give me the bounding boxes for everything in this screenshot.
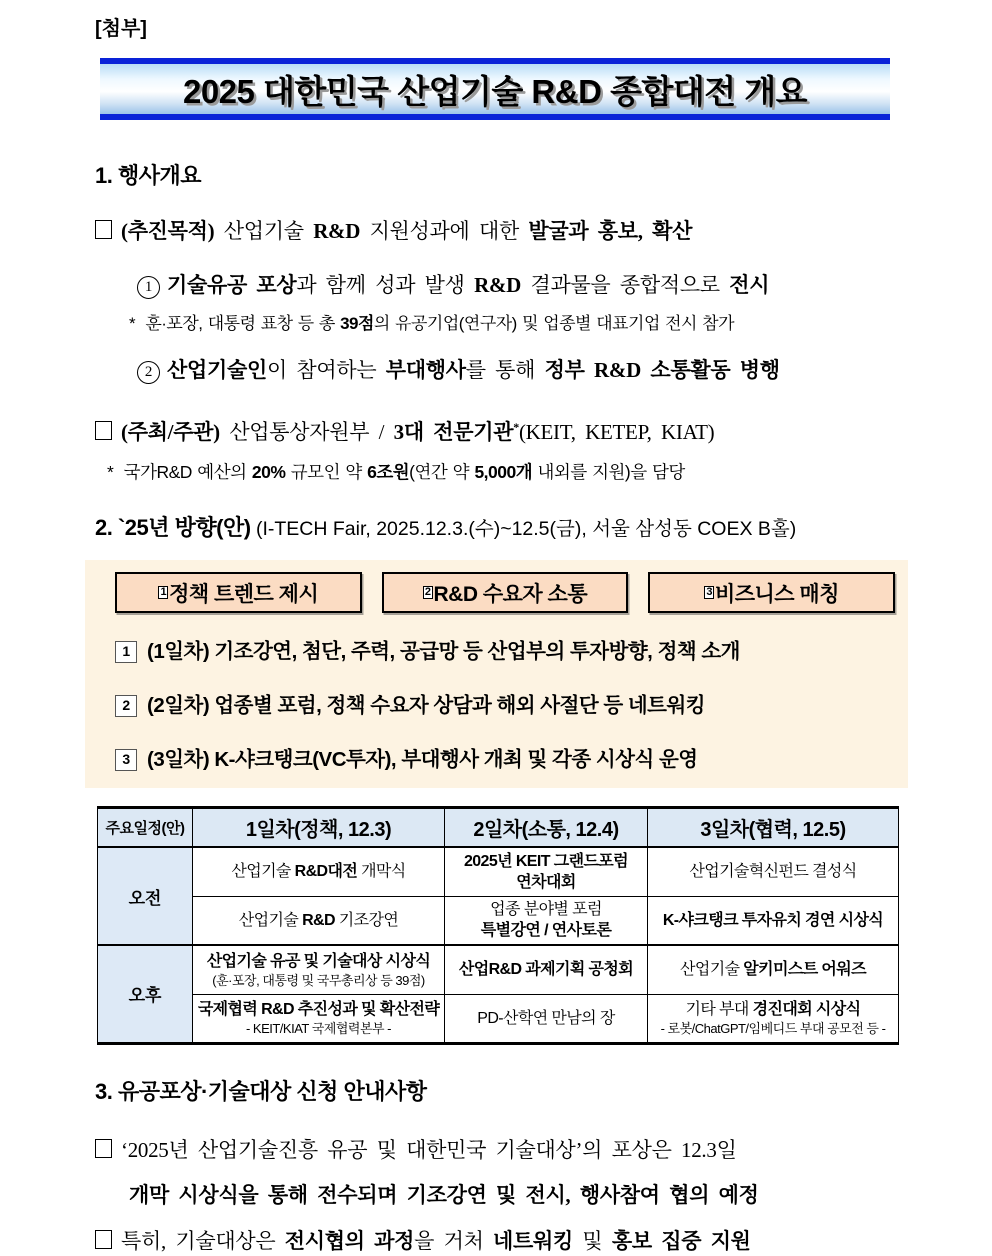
- text-run: 경진대회 시상식: [752, 1001, 861, 1018]
- circled-number-marker: 2: [137, 361, 160, 384]
- text-run: 산업기술: [680, 961, 744, 979]
- schedule-row: [98, 896, 899, 945]
- text-run: 홍보 집중 지원: [611, 1228, 751, 1253]
- text-run: 를 통해: [465, 358, 545, 382]
- schedule-row: [98, 994, 899, 1043]
- boxed-number-marker: 3: [115, 749, 137, 771]
- schedule-cell: [193, 994, 445, 1043]
- text-run: (KEIT, KETEP, KIAT): [518, 420, 715, 444]
- text-run: 전시: [729, 273, 770, 297]
- text-run: 산업기술: [214, 219, 314, 243]
- boxed-number-superscript: 1: [160, 586, 167, 598]
- text-run: 산업통상자원부 /: [219, 420, 394, 444]
- text-run: 훈·포장, 대통령 표창 등 총: [140, 314, 341, 333]
- attachment-label: [첨부]: [95, 18, 147, 40]
- tech-award-paragraph: [95, 1226, 897, 1256]
- direction-line-2: [115, 688, 895, 718]
- text-run: 연차대회: [516, 873, 576, 891]
- section3-heading: 3. 유공포상·기술대상 신청 안내사항: [95, 1078, 427, 1104]
- text-run: 기타 부대: [685, 1001, 753, 1018]
- text-run: 국제협력 R&D 추진성과 및 확산전략: [197, 1001, 440, 1018]
- text-run: 5,000개: [474, 462, 533, 482]
- text-run: 기술유공 포상: [167, 273, 297, 297]
- boxed-number-marker: 1: [115, 641, 137, 663]
- schedule-cell-line: [650, 861, 896, 882]
- schedule-cell-line: [447, 872, 645, 893]
- text-run: (주최/주관): [121, 420, 220, 444]
- text-run: 개막식: [357, 863, 406, 881]
- schedule-table-head: [98, 808, 899, 848]
- page-title: 2025 대한민국 산업기술 R&D 종합대전 개요: [182, 72, 808, 110]
- square-bullet-marker: [95, 421, 112, 440]
- text-run: 업종 분야별 포럼: [490, 901, 602, 919]
- text-run: R&D: [474, 273, 522, 297]
- section1-heading: 1. 행사개요: [95, 163, 201, 188]
- purpose-paragraph: [95, 216, 897, 246]
- purpose-item-1: [137, 270, 897, 300]
- text-run: 개막 시상식을 통해 전수되며 기조강연 및 전시, 행사참여 협의 예정: [129, 1182, 759, 1207]
- text-run: 이 참여하는: [266, 358, 386, 382]
- text-run: R&D대전: [294, 863, 358, 881]
- schedule-cell-line: [650, 999, 896, 1020]
- schedule-cell-line: [650, 1020, 896, 1037]
- schedule-col-header: 3일차(협력, 12.5): [648, 808, 899, 848]
- section2-heading: [95, 511, 897, 542]
- text-run: 2025년 KEIT 그랜드포럼: [463, 852, 629, 870]
- square-bullet-marker: [95, 220, 112, 239]
- text-run: 산업R&D 과제기획 공청회: [458, 961, 634, 979]
- schedule-cell: [445, 896, 648, 945]
- title-banner: [100, 58, 890, 120]
- text-run: 발굴과 홍보, 확산: [528, 219, 693, 243]
- text-run: 정부 R&D 소통활동 병행: [544, 358, 780, 382]
- circled-number-marker: 1: [137, 276, 160, 299]
- text-run: 특히, 기술대상은: [121, 1228, 285, 1253]
- schedule-col-header: 1일차(정책, 12.3): [193, 808, 445, 848]
- schedule-cell-line: [447, 851, 645, 872]
- text-run: 규모인 약: [285, 462, 368, 482]
- boxed-number-superscript: 2: [424, 586, 431, 598]
- text-run: 산업기술: [238, 911, 303, 929]
- schedule-cell-line: [650, 959, 896, 980]
- direction-lines: [115, 634, 895, 772]
- text-run: (훈·포장, 대통령 및 국무총리상 등 39점): [212, 972, 425, 988]
- schedule-row: [98, 847, 899, 896]
- boxed-number-marker: 2: [115, 695, 137, 717]
- square-bullet-marker: [95, 1139, 112, 1158]
- text-run: 및: [572, 1228, 612, 1253]
- asterisk-marker: *: [129, 314, 136, 333]
- host-note: [107, 460, 897, 484]
- text-run: 을 거처: [414, 1228, 493, 1253]
- schedule-cell: [445, 994, 648, 1043]
- schedule-table: [97, 806, 899, 1045]
- text-run: - KEIT/KIAT 국제협력본부 -: [245, 1021, 392, 1036]
- text-run: R&D: [302, 911, 335, 929]
- schedule-cell-line: [447, 899, 645, 920]
- boxed-number-superscript: 3: [706, 586, 712, 598]
- text-run: 부대행사: [385, 358, 466, 382]
- text-run: 39점: [340, 314, 374, 333]
- superscript-asterisk: *: [513, 420, 519, 434]
- schedule-cell-line: [195, 999, 442, 1020]
- direction-line-3: [115, 742, 895, 772]
- text-run: 네트워킹: [493, 1228, 573, 1253]
- award-notice-paragraph: [95, 1128, 897, 1218]
- text-run: 전시협의 과정: [284, 1228, 415, 1253]
- section2-heading-detail: (I-TECH Fair, 2025.12.3.(수)~12.5(금), 서울 삼성동 COEX B홀): [250, 518, 797, 540]
- direction-box-1: [115, 572, 362, 613]
- schedule-cell: [648, 896, 899, 945]
- schedule-cell: [193, 847, 445, 896]
- text-run: PD-산학연 만남의 장: [477, 1009, 615, 1027]
- section2-heading-bold: 2. `25년 방향(안): [95, 515, 251, 540]
- banner-body: [100, 64, 890, 114]
- text-run: 결과물을 종합적으로: [521, 273, 730, 297]
- schedule-cell-line: [195, 1020, 442, 1037]
- text-run: 특별강연 / 연사토론: [480, 922, 612, 940]
- text-run: 의 유공기업(연구자) 및 업종별 대표기업 전시 참가: [373, 314, 735, 333]
- schedule-cell-line: [447, 1008, 645, 1029]
- text-run: 산업기술인: [167, 358, 267, 382]
- schedule-cell-line: [447, 959, 645, 980]
- schedule-cell: [445, 945, 648, 994]
- schedule-cell: [193, 945, 445, 994]
- direction-box-3: [648, 572, 895, 613]
- direction-line-text: (2일차) 업종별 포럼, 정책 수요자 상담과 해외 사절단 등 네트워킹: [147, 694, 706, 717]
- direction-box-2: [382, 572, 629, 613]
- schedule-cell: [445, 847, 648, 896]
- direction-panel: [85, 560, 908, 788]
- text-run: R&D: [313, 219, 361, 243]
- schedule-cell-line: [447, 920, 645, 941]
- text-run: 3대 전문기관: [393, 420, 514, 444]
- text-run: 산업기술혁신펀드 결성식: [689, 863, 857, 881]
- text-run: 지원성과에 대한: [360, 219, 529, 243]
- text-run: - 로봇/ChatGPT/임베디드 부대 공모전 등 -: [660, 1021, 886, 1036]
- text-run: (연간 약: [409, 462, 475, 482]
- schedule-col-header: 2일차(소통, 12.4): [445, 808, 648, 848]
- text-run: K-샤크탱크 투자유치 경연 시상식: [662, 911, 884, 929]
- asterisk-marker: *: [107, 462, 114, 482]
- purpose-item-1-note: [129, 312, 897, 336]
- banner-bottom-bar: [100, 114, 890, 120]
- schedule-row-label: 오후: [98, 945, 193, 1043]
- schedule-cell: [648, 847, 899, 896]
- direction-box-label: 정책 트렌드 제시: [169, 582, 319, 606]
- text-run: 6조원: [367, 462, 410, 482]
- document-content: [95, 159, 897, 1256]
- direction-boxes: [115, 572, 895, 613]
- direction-box-label: 비즈니스 매칭: [714, 582, 840, 606]
- schedule-cell-line: [195, 861, 442, 882]
- direction-line-text: (1일차) 기조강연, 첨단, 주력, 공급망 등 산업부의 투자방향, 정책 소개: [147, 640, 740, 663]
- text-run: 과 함께 성과 발생: [296, 273, 475, 297]
- text-run: 기조강연: [334, 911, 399, 929]
- schedule-table-body: [98, 847, 899, 1043]
- text-run: 국가R&D 예산의: [118, 462, 252, 482]
- schedule-cell-line: [195, 910, 442, 931]
- direction-line-text: (3일차) K-샤크탱크(VC투자), 부대행사 개최 및 각종 시상식 운영: [147, 748, 698, 771]
- direction-box-label: R&D 수요자 소통: [433, 582, 588, 606]
- text-run: 20%: [251, 462, 286, 482]
- square-bullet-marker: [95, 1230, 112, 1249]
- schedule-header-row: [98, 808, 899, 848]
- schedule-cell-line: [195, 972, 442, 989]
- schedule-cell-line: [650, 910, 896, 931]
- schedule-cell-line: [195, 951, 442, 972]
- schedule-row-label: 오전: [98, 847, 193, 945]
- schedule-cell: [648, 945, 899, 994]
- schedule-col-header: 주요일정(안): [98, 808, 193, 848]
- text-run: 알키미스트 어워즈: [743, 961, 866, 979]
- text-run: 산업기술: [231, 863, 295, 881]
- schedule-cell: [193, 896, 445, 945]
- text-run: 내외를 지원)을 담당: [532, 462, 685, 482]
- text-run: 산업기술 유공 및 기술대상 시상식: [206, 952, 431, 970]
- text-run: (추진목적): [121, 219, 215, 243]
- text-run: ‘2025년 산업기술진흥 유공 및 대한민국 기술대상’의 포상은 12.3일: [121, 1137, 737, 1162]
- direction-line-1: [115, 634, 895, 664]
- schedule-row: [98, 945, 899, 994]
- purpose-item-2: [137, 355, 897, 385]
- schedule-cell: [648, 994, 899, 1043]
- host-paragraph: [95, 412, 897, 447]
